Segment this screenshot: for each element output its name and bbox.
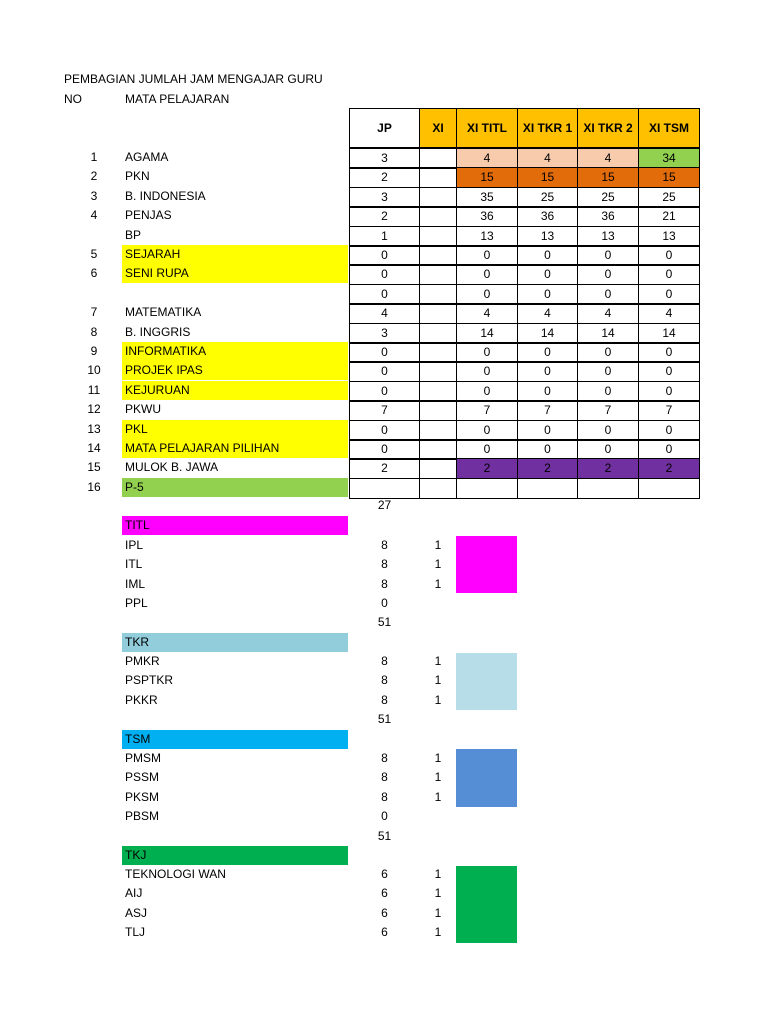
cell-jp: 3 (349, 323, 420, 344)
cell-tkr1: 4 (517, 303, 578, 324)
cell-titl: 35 (456, 187, 518, 208)
group-item-name: ASJ (125, 906, 148, 920)
row-number: 13 (87, 422, 101, 436)
cell-tkr1: 0 (517, 381, 578, 402)
cell-titl: 13 (456, 226, 518, 247)
subject-name: SENI RUPA (122, 264, 348, 283)
cell-jp: 3 (349, 148, 420, 169)
cell-xi (419, 400, 457, 421)
cell-xi (419, 323, 457, 344)
cell-tsm: 0 (638, 361, 700, 382)
cell-tkr2: 0 (577, 342, 639, 363)
cell-tkr2: 0 (577, 361, 639, 382)
cell-jp: 0 (349, 361, 420, 382)
header-xi-tsm: XI TSM (638, 108, 700, 148)
swatch-tsm (456, 749, 517, 807)
cell-tkr1: 36 (517, 206, 578, 227)
cell-tkr2: 13 (577, 226, 639, 247)
row-number: 4 (90, 208, 98, 222)
group-item-name: PKKR (125, 693, 158, 707)
cell-xi (419, 226, 457, 247)
cell-xi (419, 264, 457, 285)
cell-tkr2: 0 (577, 420, 639, 441)
row-number: 15 (87, 460, 101, 474)
row-number: 9 (90, 344, 98, 358)
cell-xi (419, 381, 457, 402)
group-item-name: IPL (125, 538, 144, 552)
cell-tsm: 0 (638, 420, 700, 441)
group-item-jp: 0 (381, 809, 388, 823)
cell-xi (419, 187, 457, 208)
group-item-jp: 8 (381, 673, 388, 687)
group-item-name: PMSM (125, 751, 161, 765)
cell-xi (419, 420, 457, 441)
cell-tsm: 0 (638, 342, 700, 363)
cell-tkr1: 0 (517, 361, 578, 382)
cell-tkr1: 0 (517, 245, 578, 266)
group-item-jp: 8 (381, 557, 388, 571)
cell-titl: 0 (456, 381, 518, 402)
cell-tkr2: 0 (577, 245, 639, 266)
group-total: 51 (377, 615, 392, 629)
group-item-count: 1 (434, 906, 442, 920)
swatch-tkj (456, 866, 517, 943)
cell-tkr1: 0 (517, 439, 578, 460)
cell-jp: 0 (349, 381, 420, 402)
cell-xi (419, 206, 457, 227)
group-item-jp: 6 (381, 867, 388, 881)
cell-tkr2: 2 (577, 458, 639, 479)
header-jp: JP (349, 108, 420, 148)
subject-name: BP (125, 228, 142, 242)
cell-tkr1 (517, 478, 578, 499)
cell-tkr2: 36 (577, 206, 639, 227)
group-band-titl: TITL (122, 516, 348, 535)
cell-tsm: 4 (638, 303, 700, 324)
header-xi-tkr2: XI TKR 2 (577, 108, 639, 148)
group-item-name: PKSM (125, 790, 160, 804)
row-number: 16 (87, 480, 101, 494)
cell-titl: 0 (456, 361, 518, 382)
group-item-jp: 0 (381, 596, 388, 610)
group-item-name: PBSM (125, 809, 160, 823)
cell-tkr1: 4 (517, 148, 578, 169)
group-item-jp: 6 (381, 906, 388, 920)
cell-jp: 7 (349, 400, 420, 421)
cell-tkr1: 25 (517, 187, 578, 208)
cell-tkr1: 7 (517, 400, 578, 421)
cell-tkr1: 0 (517, 342, 578, 363)
cell-tkr2: 7 (577, 400, 639, 421)
group-item-name: TLJ (125, 925, 146, 939)
cell-jp: 0 (349, 439, 420, 460)
cell-titl: 15 (456, 167, 518, 188)
group-item-count: 1 (434, 557, 442, 571)
cell-xi (419, 148, 457, 169)
header-xi: XI (419, 108, 457, 148)
subject-name: PKL (122, 420, 348, 439)
group-item-name: PPL (125, 596, 148, 610)
row-number: 12 (87, 402, 101, 416)
group-item-count: 1 (434, 867, 442, 881)
group-item-jp: 8 (381, 751, 388, 765)
cell-tsm: 14 (638, 323, 700, 344)
cell-jp: 4 (349, 303, 420, 324)
group-item-name: TEKNOLOGI WAN (125, 867, 226, 881)
cell-tkr2 (577, 478, 639, 499)
cell-tsm: 25 (638, 187, 700, 208)
cell-jp: 0 (349, 420, 420, 441)
group-item-count: 1 (434, 925, 442, 939)
row-number: 2 (90, 169, 98, 183)
cell-tsm: 0 (638, 245, 700, 266)
subject-name: AGAMA (125, 150, 169, 164)
group-item-name: PSSM (125, 770, 160, 784)
cell-titl: 36 (456, 206, 518, 227)
group-item-count: 1 (434, 577, 442, 591)
subject-name (122, 284, 348, 303)
swatch-titl (456, 536, 517, 593)
group-item-jp: 8 (381, 654, 388, 668)
cell-tkr1: 0 (517, 264, 578, 285)
group-item-jp: 8 (381, 770, 388, 784)
subject-name: PROJEK IPAS (122, 361, 348, 380)
group-item-name: AIJ (125, 886, 143, 900)
cell-tsm: 7 (638, 400, 700, 421)
cell-xi (419, 458, 457, 479)
column-label-no: NO (64, 92, 82, 106)
cell-tkr2: 0 (577, 381, 639, 402)
page-title: PEMBAGIAN JUMLAH JAM MENGAJAR GURU (64, 72, 323, 86)
subject-name: P-5 (122, 478, 348, 497)
row-number: 1 (90, 150, 98, 164)
cell-tkr2: 0 (577, 264, 639, 285)
group-item-count: 1 (434, 886, 442, 900)
subject-name: PENJAS (125, 208, 172, 222)
cell-jp: 0 (349, 264, 420, 285)
group-item-count: 1 (434, 790, 442, 804)
cell-xi (419, 342, 457, 363)
cell-titl: 14 (456, 323, 518, 344)
cell-tkr2: 25 (577, 187, 639, 208)
cell-xi (419, 245, 457, 266)
cell-titl: 4 (456, 148, 518, 169)
cell-tsm: 15 (638, 167, 700, 188)
cell-titl: 0 (456, 439, 518, 460)
group-item-count: 1 (434, 693, 442, 707)
group-item-count: 1 (434, 673, 442, 687)
group-item-jp: 8 (381, 538, 388, 552)
cell-tkr2: 0 (577, 284, 639, 305)
group-band-tkr: TKR (122, 633, 348, 652)
cell-xi (419, 167, 457, 188)
cell-tsm: 0 (638, 284, 700, 305)
row-number: 10 (87, 363, 101, 377)
cell-tkr1: 2 (517, 458, 578, 479)
group-total: 51 (377, 712, 392, 726)
row-number: 3 (90, 189, 98, 203)
cell-titl: 0 (456, 420, 518, 441)
cell-titl: 0 (456, 264, 518, 285)
cell-titl: 0 (456, 284, 518, 305)
cell-titl: 2 (456, 458, 518, 479)
group-item-jp: 6 (381, 925, 388, 939)
group-band-tsm: TSM (122, 730, 348, 749)
cell-tkr1: 0 (517, 284, 578, 305)
cell-tkr1: 14 (517, 323, 578, 344)
cell-tsm: 0 (638, 439, 700, 460)
group-item-jp: 6 (381, 886, 388, 900)
subject-name: PKN (125, 169, 150, 183)
header-xi-titl: XI TITL (456, 108, 518, 148)
cell-titl: 0 (456, 245, 518, 266)
group-item-name: ITL (125, 557, 143, 571)
cell-jp: 1 (349, 226, 420, 247)
cell-xi (419, 361, 457, 382)
cell-titl: 4 (456, 303, 518, 324)
cell-titl: 7 (456, 400, 518, 421)
cell-tsm: 21 (638, 206, 700, 227)
subject-name: KEJURUAN (122, 381, 348, 400)
cell-xi (419, 439, 457, 460)
subject-name: B. INGGRIS (125, 325, 191, 339)
cell-jp: 2 (349, 167, 420, 188)
row-number: 14 (87, 441, 101, 455)
cell-jp: 0 (349, 284, 420, 305)
cell-tkr2: 4 (577, 148, 639, 169)
cell-jp: 2 (349, 458, 420, 479)
group-item-count: 1 (434, 538, 442, 552)
subject-name: MULOK B. JAWA (125, 460, 219, 474)
group-item-jp: 8 (381, 693, 388, 707)
group-item-name: PSPTKR (125, 673, 174, 687)
subject-name: PKWU (125, 402, 161, 416)
subject-name: INFORMATIKA (122, 342, 348, 361)
cell-jp: 3 (349, 187, 420, 208)
cell-jp: 0 (349, 342, 420, 363)
group-item-name: IML (125, 577, 146, 591)
swatch-tkr (456, 653, 517, 710)
group-item-name: PMKR (125, 654, 160, 668)
cell-jp: 2 (349, 206, 420, 227)
row-number: 6 (90, 266, 98, 280)
subject-name: MATEMATIKA (125, 305, 202, 319)
cell-tkr2: 14 (577, 323, 639, 344)
column-label-subject: MATA PELAJARAN (125, 92, 230, 106)
group-item-jp: 8 (381, 577, 388, 591)
row-number: 7 (90, 305, 98, 319)
cell-tkr2: 15 (577, 167, 639, 188)
cell-tsm: 13 (638, 226, 700, 247)
cell-tkr1: 15 (517, 167, 578, 188)
cell-tkr2: 0 (577, 439, 639, 460)
cell-tsm: 0 (638, 264, 700, 285)
group-item-jp: 8 (381, 790, 388, 804)
cell-tkr2: 4 (577, 303, 639, 324)
cell-xi (419, 284, 457, 305)
subject-name: MATA PELAJARAN PILIHAN (122, 439, 348, 458)
cell-tkr1: 0 (517, 420, 578, 441)
row-number: 8 (90, 325, 98, 339)
cell-xi (419, 303, 457, 324)
row-number: 5 (90, 247, 98, 261)
cell-tsm: 0 (638, 381, 700, 402)
cell-titl (456, 478, 518, 499)
cell-tsm (638, 478, 700, 499)
group-band-tkj: TKJ (122, 846, 348, 865)
header-xi-tkr1: XI TKR 1 (517, 108, 578, 148)
group-item-count: 1 (434, 751, 442, 765)
cell-jp: 0 (349, 245, 420, 266)
subject-name: SEJARAH (122, 245, 348, 264)
row-number: 11 (87, 383, 101, 397)
subject-name: B. INDONESIA (125, 189, 206, 203)
cell-tsm: 2 (638, 458, 700, 479)
group-item-count: 1 (434, 654, 442, 668)
cell-tkr1: 13 (517, 226, 578, 247)
cell-titl: 0 (456, 342, 518, 363)
jp-total: 27 (377, 498, 392, 512)
group-total: 51 (377, 829, 392, 843)
cell-xi (419, 478, 457, 499)
cell-tsm: 34 (638, 148, 700, 169)
group-item-count: 1 (434, 770, 442, 784)
